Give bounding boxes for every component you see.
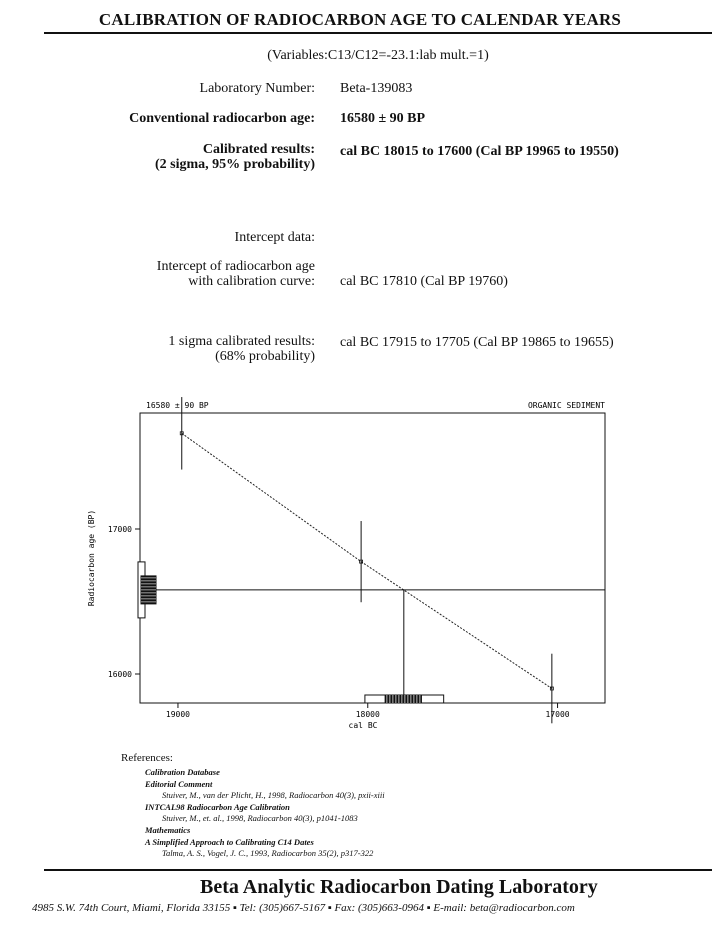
- x-tick-label: 19000: [165, 710, 191, 719]
- intercept-heading: Intercept data:: [234, 230, 315, 245]
- conv-age-value: 16580 ± 90 BP: [340, 111, 426, 126]
- lab-number-value: Beta-139083: [340, 81, 413, 96]
- reference-heading: Calibration Database: [145, 767, 220, 777]
- x-tick-label: 18000: [355, 710, 380, 719]
- reference-heading: INTCAL98 Radiocarbon Age Calibration: [145, 801, 290, 812]
- x-tick-label: 17000: [545, 710, 570, 719]
- y-tick-label: 17000: [107, 525, 132, 534]
- lab-number-label: Laboratory Number:: [199, 81, 315, 96]
- footer-address: 4985 S.W. 74th Court, Miami, Florida 33155 ▪ Tel: (305)667-5167 ▪ Fax: (305)663-0964 ▪ E-mail: beta@radiocarbon.com: [32, 902, 575, 914]
- calib-value: cal BC 18015 to 17600 (Cal BP 19965 to 19550): [340, 144, 619, 159]
- reference-heading: Editorial Comment: [145, 778, 213, 789]
- reference-heading: A Simplified Approach to Calibrating C14 Dates: [145, 836, 314, 847]
- plot-frame: [140, 413, 605, 703]
- reference-citation: Stuiver, M., van der Plicht, H., 1998, Radiocarbon 40(3), pxii-xiii: [162, 790, 385, 801]
- footer-rule: [44, 869, 712, 871]
- calibration-curve: [182, 433, 552, 688]
- sigma1-label-line2: (68% probability): [215, 349, 315, 364]
- x-axis-label: cal BC: [348, 721, 378, 730]
- reference-heading: Mathematics: [145, 825, 191, 835]
- page-title: CALIBRATION OF RADIOCARBON AGE TO CALENDAR YEARS: [98, 10, 622, 29]
- reference-citation: Talma, A. S., Vogel, J. C., 1993, Radiocarbon 35(2), p317-322: [162, 848, 374, 859]
- y-axis-label: Radiocarbon age (BP): [87, 509, 96, 607]
- y-tick-label: 16000: [107, 670, 132, 679]
- intercept-label-line1: Intercept of radiocarbon age: [156, 259, 315, 274]
- sigma1-label-line1: 1 sigma calibrated results:: [168, 334, 315, 349]
- calib-label-line1: Calibrated results:: [202, 142, 315, 157]
- chart-corner-right: ORGANIC SEDIMENT: [527, 401, 605, 410]
- calib-label-line2: (2 sigma, 95% probability): [155, 157, 315, 172]
- footer-title: Beta Analytic Radiocarbon Dating Laboratory: [200, 876, 598, 898]
- intercept-label-line2: with calibration curve:: [188, 274, 315, 289]
- references-heading: References:: [121, 752, 173, 764]
- intercept-value: cal BC 17810 (Cal BP 19760): [340, 274, 508, 289]
- sigma1-value: cal BC 17915 to 17705 (Cal BP 19865 to 19655): [340, 335, 614, 350]
- calibrated-range-inner: [385, 695, 422, 703]
- reference-citation: Stuiver, M., et. al., 1998, Radiocarbon 40(3), p1041-1083: [162, 813, 358, 824]
- chart-corner-left: 16580 ± 90 BP: [146, 401, 209, 410]
- variables-line: (Variables:C13/C12=-23.1:lab mult.=1): [267, 48, 489, 63]
- conv-age-label: Conventional radiocarbon age:: [129, 111, 315, 126]
